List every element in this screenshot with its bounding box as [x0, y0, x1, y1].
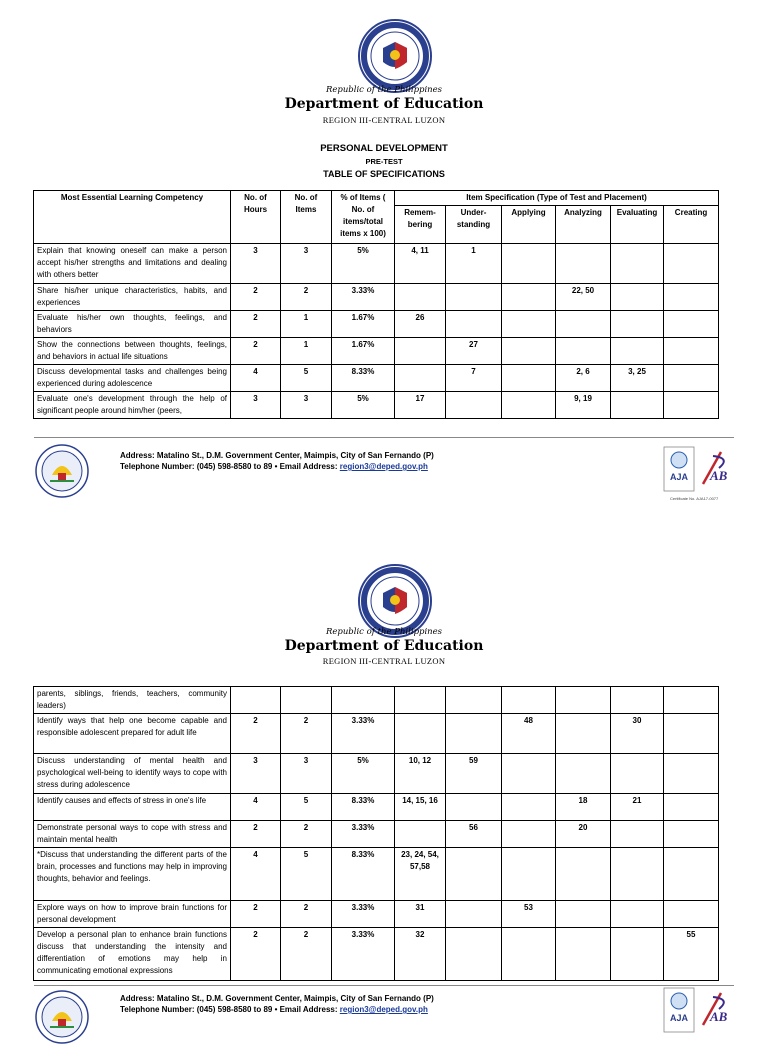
cell-analyzing: 18 — [556, 794, 611, 821]
cell-creating — [664, 901, 719, 928]
cell-items: 2 — [281, 901, 332, 928]
cell-competency: Demonstrate personal ways to cope with stress and maintain mental health — [34, 821, 231, 848]
cell-creating — [664, 365, 719, 392]
cell-items: 3 — [281, 754, 332, 794]
cell-remembering — [395, 687, 446, 714]
cell-percent: 3.33% — [332, 821, 395, 848]
cell-analyzing — [556, 848, 611, 901]
header-understanding: Under- standing — [446, 206, 502, 244]
cell-hours: 4 — [231, 365, 281, 392]
cell-understanding — [446, 392, 502, 419]
header-hours: No. of Hours — [231, 191, 281, 244]
table-row — [34, 901, 719, 928]
cell-applying — [502, 928, 556, 981]
document-heading: TABLE OF SPECIFICATIONS — [323, 169, 445, 179]
cell-hours: 3 — [231, 244, 281, 284]
cell-items: 5 — [281, 848, 332, 901]
cell-understanding: 59 — [446, 754, 502, 794]
cell-competency: Explain that knowing oneself can make a person accept his/her strengths and limitations and dealing with others better — [34, 244, 231, 284]
cell-understanding: 7 — [446, 365, 502, 392]
cell-applying — [502, 821, 556, 848]
cell-remembering — [395, 284, 446, 311]
cell-analyzing: 9, 19 — [556, 392, 611, 419]
cell-analyzing: 2, 6 — [556, 365, 611, 392]
table-row — [34, 754, 719, 794]
department-name: Department of Education — [284, 96, 484, 112]
cell-competency: Evaluate his/her own thoughts, feelings, and behaviors — [34, 311, 231, 338]
cell-applying — [502, 338, 556, 365]
header-item-specification: Item Specification (Type of Test and Placement) — [395, 191, 719, 206]
cell-analyzing — [556, 244, 611, 284]
cell-competency: Show the connections between thoughts, feelings, and behaviors in actual life situations — [34, 338, 231, 365]
footer-divider — [34, 985, 734, 986]
cell-evaluating: 3, 25 — [611, 365, 664, 392]
cell-competency: Discuss developmental tasks and challenges being experienced during adolescence — [34, 365, 231, 392]
table-row — [34, 365, 719, 392]
cell-competency: Evaluate one's development through the help of significant people around him/her (peers, — [34, 392, 231, 419]
cell-remembering: 17 — [395, 392, 446, 419]
cell-creating — [664, 794, 719, 821]
cell-remembering: 26 — [395, 311, 446, 338]
table-row — [34, 392, 719, 419]
footer-address: Address: Matalino St., D.M. Government Center, Maimpis, City of San Fernando (P) — [120, 994, 434, 1003]
regional-seal-icon — [34, 443, 90, 499]
cell-hours: 2 — [231, 284, 281, 311]
cell-evaluating — [611, 311, 664, 338]
cell-analyzing — [556, 754, 611, 794]
cell-analyzing — [556, 311, 611, 338]
cell-understanding — [446, 901, 502, 928]
cell-applying — [502, 284, 556, 311]
header-applying: Applying — [502, 206, 556, 244]
cell-hours: 4 — [231, 848, 281, 901]
cell-items: 3 — [281, 392, 332, 419]
cell-percent: 3.33% — [332, 714, 395, 754]
aja-certification-logo-icon — [663, 987, 733, 1033]
cell-remembering: 14, 15, 16 — [395, 794, 446, 821]
cell-hours: 2 — [231, 338, 281, 365]
cell-items: 2 — [281, 714, 332, 754]
cell-analyzing: 22, 50 — [556, 284, 611, 311]
cell-understanding — [446, 311, 502, 338]
cell-evaluating — [611, 901, 664, 928]
regional-seal-icon — [34, 989, 90, 1045]
cell-percent: 5% — [332, 754, 395, 794]
republic-line: Republic of the Philippines — [325, 85, 443, 95]
cell-hours: 2 — [231, 901, 281, 928]
footer-address: Address: Matalino St., D.M. Government Center, Maimpis, City of San Fernando (P) — [120, 451, 434, 460]
cell-percent: 3.33% — [332, 284, 395, 311]
cell-creating — [664, 821, 719, 848]
cell-percent: 5% — [332, 392, 395, 419]
cell-evaluating — [611, 848, 664, 901]
cell-analyzing — [556, 687, 611, 714]
cell-remembering — [395, 338, 446, 365]
footer-phone: Telephone Number: (045) 598-8580 to 89 • Email Address: — [120, 1005, 340, 1014]
republic-line: Republic of the Philippines — [325, 627, 443, 637]
document-page-2 — [0, 545, 768, 1024]
cell-understanding — [446, 848, 502, 901]
cell-remembering: 32 — [395, 928, 446, 981]
footer-address-block — [120, 993, 434, 1015]
specification-table — [33, 190, 719, 419]
cell-understanding — [446, 284, 502, 311]
table-row — [34, 794, 719, 821]
cell-percent: 5% — [332, 244, 395, 284]
cell-understanding: 27 — [446, 338, 502, 365]
department-name: Department of Education — [284, 638, 484, 654]
cell-creating — [664, 392, 719, 419]
cell-evaluating — [611, 244, 664, 284]
svg-text:AB: AB — [710, 468, 728, 483]
header-competency: Most Essential Learning Competency — [34, 191, 231, 244]
cell-applying — [502, 848, 556, 901]
cell-creating — [664, 311, 719, 338]
cell-applying: 53 — [502, 901, 556, 928]
cell-competency: Explore ways on how to improve brain functions for personal development — [34, 901, 231, 928]
cell-evaluating — [611, 392, 664, 419]
footer-address-block — [120, 450, 434, 472]
table-row — [34, 687, 719, 714]
cell-competency: Identify causes and effects of stress in one's life — [34, 794, 231, 821]
cell-percent: 3.33% — [332, 928, 395, 981]
cell-hours: 3 — [231, 392, 281, 419]
table-row — [34, 244, 719, 284]
header-evaluating: Evaluating — [611, 206, 664, 244]
cell-analyzing — [556, 338, 611, 365]
cell-creating — [664, 244, 719, 284]
region-name: REGION III-CENTRAL LUZON — [322, 656, 446, 666]
svg-text:AB: AB — [710, 1009, 728, 1024]
cell-creating — [664, 848, 719, 901]
cell-competency: Develop a personal plan to enhance brain functions discuss that understanding the intensity and differentiation of emotions may help in communicating emotional expressions — [34, 928, 231, 981]
cell-items: 5 — [281, 794, 332, 821]
table-row — [34, 311, 719, 338]
cell-hours: 2 — [231, 714, 281, 754]
header-remembering: Remem- bering — [395, 206, 446, 244]
cell-items: 3 — [281, 244, 332, 284]
header-creating: Creating — [664, 206, 719, 244]
cell-analyzing: 20 — [556, 821, 611, 848]
cell-applying — [502, 392, 556, 419]
table-row — [34, 821, 719, 848]
cell-applying: 48 — [502, 714, 556, 754]
cell-applying — [502, 365, 556, 392]
cell-competency: parents, siblings, friends, teachers, community leaders) — [34, 687, 231, 714]
cell-competency: Identify ways that help one become capable and responsible adolescent prepared for adult life — [34, 714, 231, 754]
footer-email-link[interactable]: region3@deped.gov.ph — [339, 462, 428, 471]
cell-creating — [664, 338, 719, 365]
cell-evaluating — [611, 284, 664, 311]
footer-contact — [120, 1004, 434, 1015]
cell-applying — [502, 311, 556, 338]
cell-percent: 8.33% — [332, 848, 395, 901]
cell-remembering — [395, 365, 446, 392]
cell-remembering — [395, 821, 446, 848]
cell-remembering: 10, 12 — [395, 754, 446, 794]
cell-applying — [502, 794, 556, 821]
footer-contact — [120, 461, 434, 472]
cell-creating — [664, 754, 719, 794]
footer-email-link[interactable]: region3@deped.gov.ph — [339, 1005, 428, 1014]
cell-evaluating: 21 — [611, 794, 664, 821]
cell-analyzing — [556, 901, 611, 928]
cell-understanding — [446, 928, 502, 981]
cell-evaluating: 30 — [611, 714, 664, 754]
cell-creating — [664, 284, 719, 311]
cell-items: 5 — [281, 365, 332, 392]
svg-text:AJA: AJA — [669, 472, 689, 482]
cell-analyzing — [556, 714, 611, 754]
cell-percent — [332, 687, 395, 714]
cell-understanding — [446, 794, 502, 821]
cell-items: 2 — [281, 284, 332, 311]
cell-percent: 3.33% — [332, 901, 395, 928]
table-row — [34, 284, 719, 311]
cell-competency: Discuss understanding of mental health and psychological well-being to identify ways to cope with stress during adolescence — [34, 754, 231, 794]
cell-applying — [502, 244, 556, 284]
footer-divider — [34, 437, 734, 438]
cell-remembering: 4, 11 — [395, 244, 446, 284]
cell-hours: 3 — [231, 754, 281, 794]
cell-evaluating — [611, 338, 664, 365]
header-percent: % of Items ( No. of items/total items x 100) — [332, 191, 395, 244]
cell-applying — [502, 754, 556, 794]
cell-understanding: 1 — [446, 244, 502, 284]
cell-hours: 2 — [231, 821, 281, 848]
cell-competency: Share his/her unique characteristics, habits, and experiences — [34, 284, 231, 311]
cell-hours: 4 — [231, 794, 281, 821]
cell-remembering: 23, 24, 54, 57,58 — [395, 848, 446, 901]
cell-analyzing — [556, 928, 611, 981]
document-subtitle: PRE-TEST — [365, 157, 403, 166]
table-row — [34, 928, 719, 981]
cell-creating: 55 — [664, 928, 719, 981]
cell-creating — [664, 714, 719, 754]
cell-items: 2 — [281, 821, 332, 848]
cell-evaluating — [611, 687, 664, 714]
svg-text:AJA: AJA — [669, 1013, 689, 1023]
cell-items: 1 — [281, 338, 332, 365]
cell-creating — [664, 687, 719, 714]
cell-understanding — [446, 687, 502, 714]
table-row — [34, 848, 719, 901]
cell-applying — [502, 687, 556, 714]
cell-items — [281, 687, 332, 714]
cell-evaluating — [611, 928, 664, 981]
cell-evaluating — [611, 754, 664, 794]
cell-remembering — [395, 714, 446, 754]
header-items: No. of Items — [281, 191, 332, 244]
footer-phone: Telephone Number: (045) 598-8580 to 89 • Email Address: — [120, 462, 340, 471]
cell-percent: 1.67% — [332, 311, 395, 338]
table-row — [34, 338, 719, 365]
region-name: REGION III-CENTRAL LUZON — [322, 115, 446, 125]
cell-percent: 8.33% — [332, 365, 395, 392]
table-row — [34, 714, 719, 754]
cell-evaluating — [611, 821, 664, 848]
certificate-number: Certificate No. AJA17-0077 — [670, 496, 719, 501]
cell-hours: 2 — [231, 928, 281, 981]
document-title: PERSONAL DEVELOPMENT — [320, 143, 448, 154]
cell-percent: 8.33% — [332, 794, 395, 821]
cell-hours: 2 — [231, 311, 281, 338]
cell-understanding — [446, 714, 502, 754]
deped-seal-icon — [357, 18, 433, 94]
aja-certification-logo-icon — [663, 446, 733, 492]
cell-understanding: 56 — [446, 821, 502, 848]
header-analyzing: Analyzing — [556, 206, 611, 244]
cell-competency: *Discuss that understanding the different parts of the brain, processes and functions may help in improving thoughts, behavior and feelings. — [34, 848, 231, 901]
specification-table-continued — [33, 686, 719, 981]
cell-hours — [231, 687, 281, 714]
cell-items: 1 — [281, 311, 332, 338]
cell-percent: 1.67% — [332, 338, 395, 365]
cell-remembering: 31 — [395, 901, 446, 928]
cell-items: 2 — [281, 928, 332, 981]
